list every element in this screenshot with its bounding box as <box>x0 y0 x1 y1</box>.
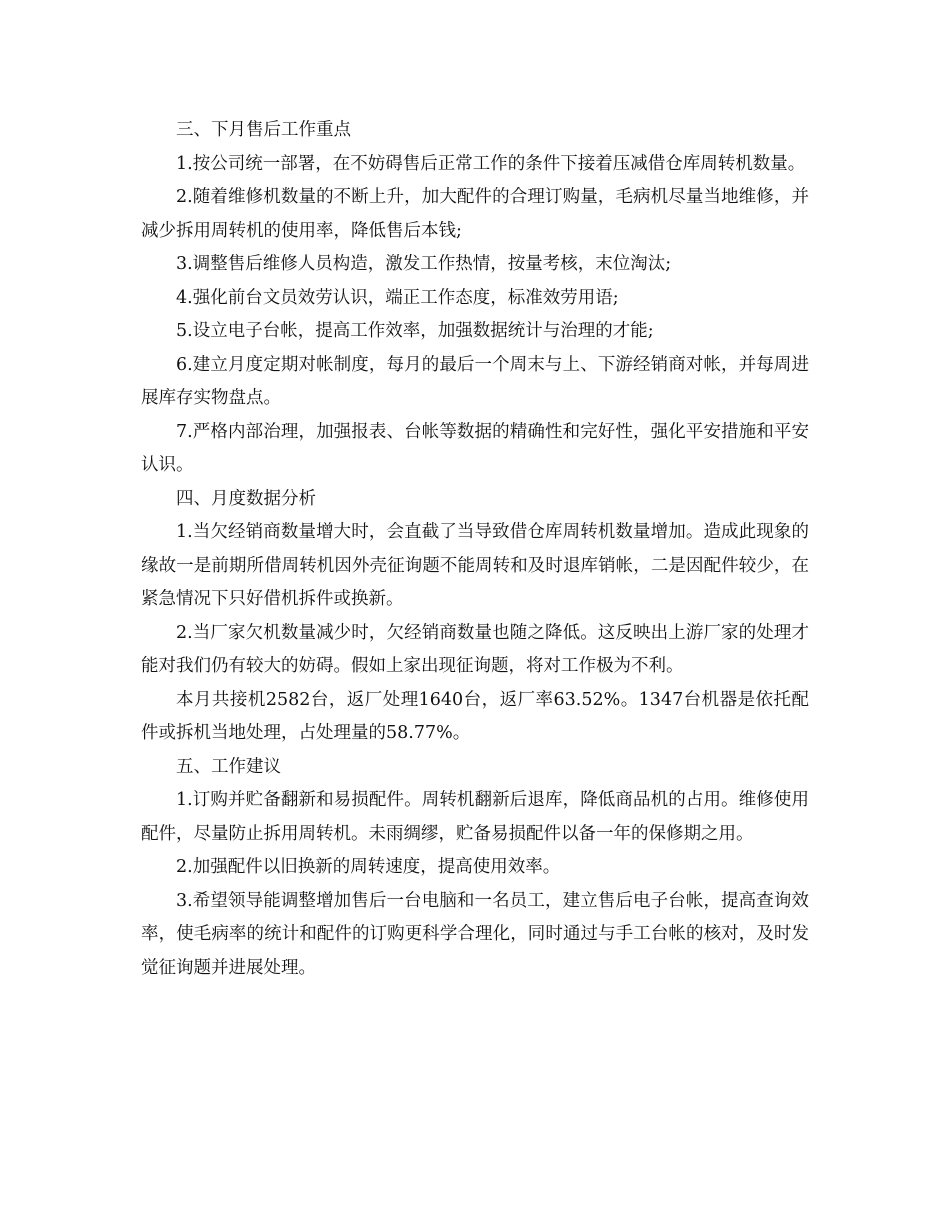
paragraph: 5.设立电子台帐，提高工作效率，加强数据统计与治理的才能; <box>176 321 654 341</box>
paragraph: 4.强化前台文员效劳认识，端正工作态度，标准效劳用语; <box>176 287 619 308</box>
paragraph: 7.严格内部治理，加强报表、台帐等数据的精确性和完好性，强化平安措施和平安认识。 <box>141 421 809 475</box>
paragraph: 2.随着维修机数量的不断上升，加大配件的合理订购量，毛病机尽量当地维修，并减少拆用周转机的使用率，降低售后本钱; <box>141 187 809 241</box>
paragraph: 2.加强配件以旧换新的周转速度，提高使用效率。 <box>176 857 561 877</box>
paragraph: 3.调整售后维修人员构造，激发工作热情，按量考核，末位淘汰; <box>176 254 672 274</box>
paragraph: 1.当欠经销商数量增大时，会直截了当导致借仓库周转机数量增加。造成此现象的缘故一是前期所借周转机因外壳征询题不能周转和及时退库销帐，二是因配件较少，在紧急情况下只好借机拆件或换新。 <box>141 522 809 609</box>
paragraph: 本月共接机2582台，返厂处理1640台，返厂率63.52%。1347台机器是依托配件或拆机当地处理，占处理量的58.77%。 <box>141 689 809 743</box>
paragraph: 1.订购并贮备翻新和易损配件。周转机翻新后退库，降低商品机的占用。维修使用配件，尽量防止拆用周转机。未雨绸缪，贮备易损配件以备一年的保修期之用。 <box>141 790 809 844</box>
section-heading: 五、工作建议 <box>176 756 281 777</box>
paragraph: 3.希望领导能调整增加售后一台电脑和一名员工，建立售后电子台帐，提高查询效率，使毛病率的统计和配件的订购更科学合理化，同时通过与手工台帐的核对，及时发觉征询题并进展处理。 <box>141 890 809 978</box>
paragraph: 1.按公司统一部署，在不妨碍售后正常工作的条件下接着压减借仓库周转机数量。 <box>176 153 806 174</box>
paragraph: 6.建立月度定期对帐制度，每月的最后一个周末与上、下游经销商对帐，并每周进展库存实物盘点。 <box>141 354 809 408</box>
section-heading: 三、下月售后工作重点 <box>176 120 351 140</box>
section-heading: 四、月度数据分析 <box>176 488 316 509</box>
document-body <box>141 114 809 985</box>
paragraph: 2.当厂家欠机数量减少时，欠经销商数量也随之降低。这反映出上游厂家的处理才能对我们仍有较大的妨碍。假如上家出现征询题，将对工作极为不利。 <box>141 622 809 676</box>
